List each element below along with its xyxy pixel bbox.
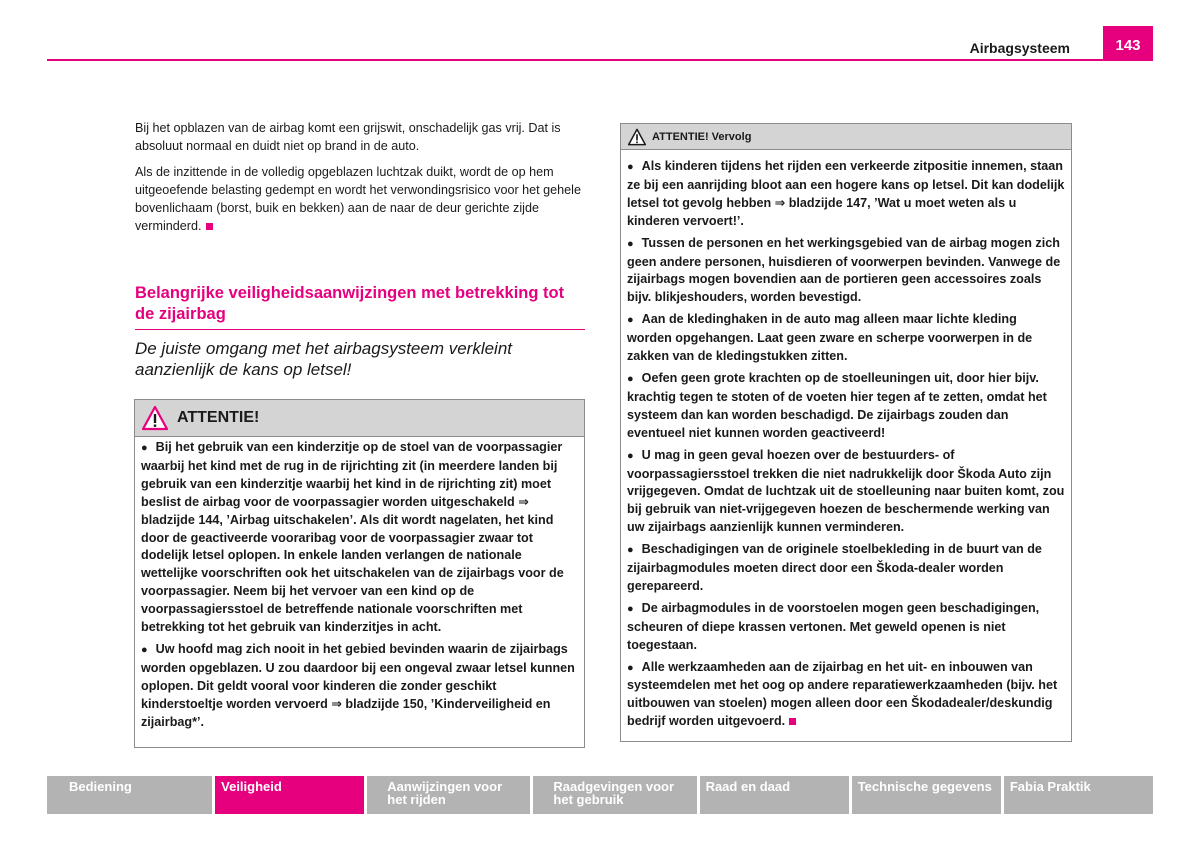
section-intro: De juiste omgang met het airbagsysteem verkleint aanzienlijk de kans op letsel! bbox=[135, 339, 513, 379]
bullet-icon: ● bbox=[141, 643, 148, 656]
bullet-icon: ● bbox=[627, 314, 634, 327]
warning-item bbox=[141, 641, 578, 732]
warning-item bbox=[627, 600, 1065, 655]
warning-item-text: Uw hoofd mag zich nooit in het gebied bevinden waarin de zijairbags worden opgeblazen. U zou daardoor bij een ongeval zwaar letsel kunnen oplopen. Dit geldt vooral voor kinderen die zonder geschikt kinderstoeltje worden vervoerd ⇒ bladzijde 150, ’Kinderveiligheid en zijairbag*’. bbox=[141, 641, 575, 729]
bullet-icon: ● bbox=[627, 237, 634, 250]
bullet-icon: ● bbox=[627, 161, 634, 173]
bullet-icon: ● bbox=[627, 661, 634, 674]
warning-item bbox=[627, 235, 1065, 308]
tab-raadgevingen-voor-het-gebruik[interactable]: Raadgevingen voor het gebruik bbox=[533, 776, 696, 814]
warning-item bbox=[627, 447, 1065, 538]
bullet-icon: ● bbox=[627, 372, 634, 385]
tab-veiligheid[interactable]: Veiligheid bbox=[215, 776, 364, 814]
warning-header bbox=[135, 400, 584, 437]
intro-paragraph-2 bbox=[135, 163, 585, 235]
page-section-title: Airbagsysteem bbox=[969, 40, 1070, 56]
tab-aanwijzingen-voor-het-rijden[interactable]: Aanwijzingen voor het rijden bbox=[367, 776, 530, 814]
warning-triangle-icon bbox=[141, 405, 169, 431]
warning-item bbox=[627, 659, 1065, 732]
warning-item bbox=[627, 158, 1065, 231]
tab-fabia-praktik[interactable]: Fabia Praktik bbox=[1004, 776, 1153, 814]
tab-bediening[interactable]: Bediening bbox=[47, 776, 212, 814]
warning-body bbox=[621, 158, 1071, 731]
warning-triangle-icon bbox=[627, 128, 647, 146]
warning-box bbox=[134, 399, 585, 748]
bullet-icon: ● bbox=[627, 602, 634, 615]
warning-title: ATTENTIE! Vervolg bbox=[652, 130, 752, 143]
warning-item bbox=[627, 311, 1065, 366]
intro-paragraph-2-text: Als de inzittende in de volledig opgeblazen luchtzak duikt, wordt de op hem uitgeoefende belasting gedempt en wordt het verwondingsrisico voor het gehele bovenlichaam (borst, buik en bekken) aan de naar de deur gerichte zijde verminderd. bbox=[135, 165, 581, 233]
bullet-icon: ● bbox=[141, 442, 148, 454]
section-heading: Belangrijke veiligheidsaanwijzingen met betrekking tot de zijairbag bbox=[135, 283, 585, 330]
intro-paragraph-1: Bij het opblazen van de airbag komt een grijswit, onschadelijk gas vrij. Dat is absoluut normaal en duidt niet op brand in de auto. bbox=[135, 121, 561, 153]
warning-body bbox=[135, 439, 584, 732]
tab-raad-en-daad[interactable]: Raad en daad bbox=[700, 776, 849, 814]
warning-item bbox=[627, 370, 1065, 443]
tab-technische-gegevens[interactable]: Technische gegevens bbox=[852, 776, 1001, 814]
warning-item-text: Oefen geen grote krachten op de stoelleuningen uit, door hier bijv. krachtig tegen te stoten of de voeten hier tegen af te zetten, omdat het systeem dan kan worden beschadigd. De zijairbags zouden dan eventueel niet kunnen worden geactiveerd! bbox=[627, 370, 1047, 440]
warning-item-text: Tussen de personen en het werkingsgebied van de airbag mogen zich geen andere personen, huisdieren of voorwerpen bevinden. Vanwege de zijairbags mogen bovendien aan de portieren geen accessoires zoals bijv. blikjeshouders, worden bevestigd. bbox=[627, 235, 1061, 305]
bullet-icon: ● bbox=[627, 449, 634, 462]
warning-item-text: U mag in geen geval hoezen over de bestuurders- of voorpassagiersstoel trekken die niet nadrukkelijk door Škoda Auto zijn vrijgegeven. Omdat de luchtzak uit de stoelleuning naar buiten komt, zou bij gebruik van niet-vrijgegeven hoezen de beschermende werking van uw zijairbags aanzienlijk kunnen verminderen. bbox=[627, 447, 1065, 535]
bullet-icon: ● bbox=[627, 544, 634, 557]
warning-item-text: Alle werkzaamheden aan de zijairbag en het uit- en inbouwen van systeemdelen met het oog op andere reparatiewerkzaamheden (bijv. het uitbouwen van stoelen) mogen alleen door een Škodadealer/deskundig bedrijf worden uitgevoerd. bbox=[627, 659, 1058, 729]
end-of-section-marker bbox=[789, 718, 796, 725]
warning-header bbox=[621, 124, 1071, 150]
end-of-section-marker bbox=[206, 223, 213, 230]
warning-title: ATTENTIE! bbox=[177, 409, 260, 426]
warning-item-text: Bij het gebruik van een kinderzitje op de stoel van de voorpassagier waarbij het kind met de rug in de rijrichting zit (in meerdere landen bij gebruik van een kinderzitje waarbij het kind in de rijrichting zit) moet beslist de airbag voor de voorpassagier worden uitgeschakeld ⇒ bladzijde 144, ’Airbag uitschakelen’. Als dit wordt nagelaten, het kind door de geactiveerde vooraribag voor de voorpassagier zwaar tot dodelijk letsel oplopen. In enkele landen verlangen de nationale wettelijke voorschriften ook het uitschakelen van de zijairbags voor de voorpassagier. Neem bij het vervoer van een kind op de voorpassagiersstoel de betreffende nationale voorschriften met betrekking tot het gebruik van kinderzitjes in acht. bbox=[141, 440, 564, 635]
warning-item-text: Aan de kledinghaken in de auto mag alleen maar lichte kleding worden opgehangen. Laat geen zware en scherpe voorwerpen in de zakken van de kledingstukken zitten. bbox=[627, 312, 1033, 364]
header-divider bbox=[47, 59, 1153, 61]
chapter-tabs bbox=[47, 776, 1153, 814]
warning-item bbox=[627, 541, 1065, 596]
warning-item-text: De airbagmodules in de voorstoelen mogen geen beschadigingen, scheuren of diepe krassen vertonen. Met geweld openen is niet toegestaan. bbox=[627, 600, 1040, 652]
warning-continued-box bbox=[620, 123, 1072, 742]
warning-item-text: Beschadigingen van de originele stoelbekleding in de buurt van de zijairbagmodules moeten direct door een Škoda-dealer worden gerepareerd. bbox=[627, 542, 1042, 593]
warning-item-text: Als kinderen tijdens het rijden een verkeerde zitpositie innemen, staan ze bij een aanrijding bloot aan een hogere kans op letsel. Dit kan dodelijk letsel tot gevolg hebben ⇒ bladzijde 147, ’Wat u moet weten als u kinderen vervoert!’. bbox=[627, 159, 1065, 228]
warning-item bbox=[141, 439, 578, 637]
page-number: 143 bbox=[1103, 26, 1153, 60]
